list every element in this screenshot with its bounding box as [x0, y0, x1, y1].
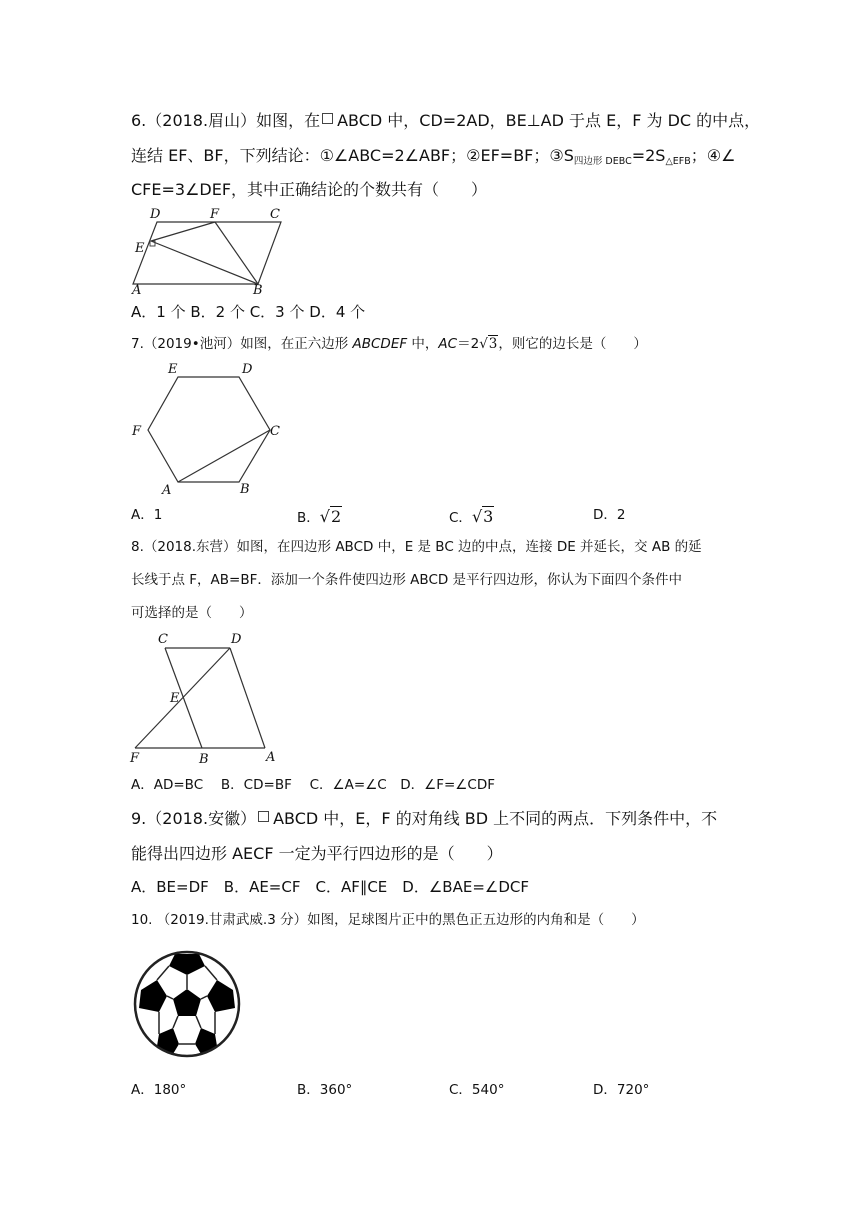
q6-segment-ef — [151, 222, 215, 241]
q7-option-b — [297, 509, 342, 526]
q6-subscript-triangle: △EFB — [665, 156, 691, 167]
q7-option-a: A．1 — [131, 507, 163, 523]
q6-line1-pre: 6.（2018.眉山）如图，在 — [131, 111, 321, 130]
soccer-ball-icon — [133, 950, 241, 1058]
q7-option-b-label: B． — [297, 510, 320, 526]
q7-hexagon-figure — [128, 360, 288, 498]
q8-line1: 8.（2018.东营）如图，在四边形 ABCD 中，E 是 BC 边的中点，连接 DE 并延长，交 AB 的延 — [131, 539, 702, 555]
q6-label-c: C — [270, 207, 280, 222]
q6-line3: CFE=3∠DEF，其中正确结论的个数共有（ ） — [131, 180, 488, 199]
q6-parallelogram-figure — [128, 204, 288, 296]
q9-line1-pre: 9.（2018.安徽） — [131, 809, 257, 828]
q7-option-b-sqrt: √2 — [319, 507, 342, 526]
q7-hexagon — [148, 377, 270, 482]
q6-label-b: B — [253, 283, 263, 298]
q7-diagonal-ac — [178, 430, 270, 482]
q7-suffix: ，则它的边长是（ ） — [498, 336, 647, 352]
q7-option-c-label: C． — [449, 510, 472, 526]
q7-label-a: A — [162, 483, 172, 498]
q8-line2: 长线于点 F，AB=BF．添加一个条件使四边形 ABCD 是平行四边形，你认为下面四个条件中 — [131, 572, 683, 588]
q7-label-b: B — [240, 482, 250, 497]
q7-option-c — [449, 509, 494, 526]
q7-label-e: E — [168, 362, 178, 377]
parallelogram-symbol-icon — [322, 113, 333, 124]
q7-label-c: C — [270, 424, 280, 439]
q7-option-b-radicand: 2 — [330, 507, 342, 526]
q6-label-f: F — [210, 207, 220, 222]
q7-stem — [131, 338, 647, 352]
q7-sqrt: √3 — [479, 336, 498, 352]
q6-line1-post: ABCD 中，CD=2AD，BE⊥AD 于点 E，F 为 DC 的中点， — [337, 111, 761, 130]
q7-hexagon-name: ABCDEF — [352, 336, 408, 352]
q10-stem: 10. （2019.甘肃武威.3 分）如图，足球图片正中的黑色正五边形的内角和是（ ） — [131, 912, 645, 928]
q7-ac: AC — [438, 336, 458, 352]
parallelogram-symbol-icon — [258, 811, 269, 822]
q10-option-d: D．720° — [593, 1082, 650, 1098]
q6-parallelogram-abcd — [133, 222, 281, 284]
q6-label-d: D — [150, 207, 161, 222]
q7-prefix: 7.（2019•池河）如图，在正六边形 — [131, 336, 353, 352]
q6-line2-c: ；④∠ — [690, 146, 736, 165]
q6-label-a: A — [132, 283, 142, 298]
q10-option-c: C．540° — [449, 1082, 505, 1098]
q8-segment-da — [230, 648, 265, 748]
q9-line2: 能得出四边形 AECF 一定为平行四边形的是（ ） — [131, 844, 503, 863]
q9-line1 — [131, 811, 717, 827]
q6-line1 — [131, 113, 760, 129]
q6-segment-eb — [151, 241, 258, 284]
q8-quadrilateral-figure — [128, 630, 288, 768]
q7-option-c-radicand: 3 — [483, 507, 494, 526]
q7-eq: ＝2 — [457, 336, 480, 352]
q6-options: A．1 个 B．2 个 C．3 个 D．4 个 — [131, 303, 366, 321]
q8-label-d: D — [231, 632, 242, 647]
q8-label-c: C — [158, 632, 168, 647]
q6-line2-a: 连结 EF、BF，下列结论：①∠ABC=2∠ABF；②EF=BF；③S — [131, 146, 574, 165]
q8-options: A．AD=BC B．CD=BF C．∠A=∠C D．∠F=∠CDF — [131, 777, 495, 793]
q6-line2-b: =2S — [631, 146, 666, 165]
q8-label-f: F — [130, 751, 140, 766]
q6-segment-fb — [215, 222, 258, 284]
q7-option-c-sqrt: √3 — [471, 507, 494, 526]
q7-label-f: F — [132, 424, 142, 439]
q6-subscript-quadrilateral: 四边形 DEBC — [573, 156, 632, 167]
q9-line1-post: ABCD 中，E，F 的对角线 BD 上不同的两点．下列条件中，不 — [273, 809, 718, 828]
q10-option-b: B．360° — [297, 1082, 353, 1098]
q10-option-a: A．180° — [131, 1082, 187, 1098]
q6-label-e: E — [135, 241, 145, 256]
q8-label-a: A — [266, 750, 276, 765]
q7-option-d: D．2 — [593, 507, 626, 523]
q7-radicand: 3 — [488, 336, 498, 352]
q8-segment-df — [135, 648, 230, 748]
q9-options: A．BE=DF B．AE=CF C．AF∥CE D．∠BAE=∠DCF — [131, 878, 529, 896]
q7-middle: 中， — [407, 336, 439, 352]
q8-label-b: B — [199, 752, 209, 767]
q8-line3: 可选择的是（ ） — [131, 605, 253, 621]
q8-label-e: E — [170, 691, 180, 706]
q7-label-d: D — [242, 362, 253, 377]
q6-line2 — [131, 146, 736, 167]
